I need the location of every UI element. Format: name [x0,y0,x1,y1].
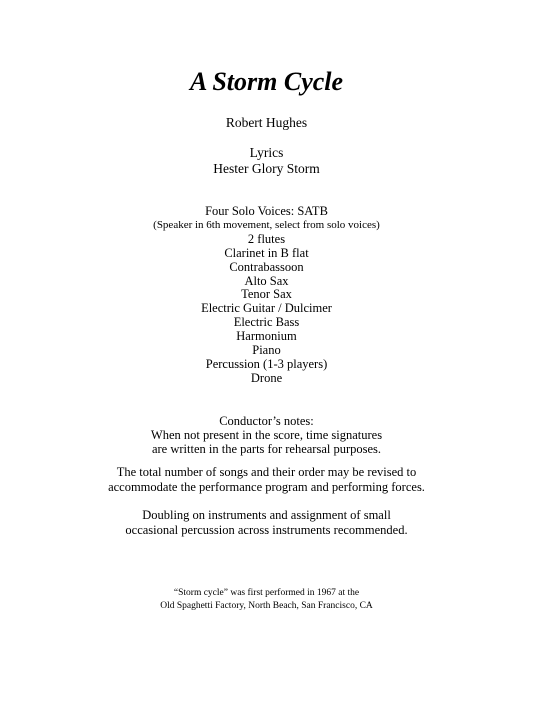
note-line: The total number of songs and their order may be revised to [116,465,417,479]
instrument-line: (Speaker in 6th movement, select from solo voices) [153,218,380,231]
instrument-line: Electric Bass [233,315,300,330]
instrument-line: Tenor Sax [241,287,292,302]
instrument-line: Percussion (1-3 players) [205,356,328,371]
footnote-line: Old Spaghetti Factory, North Beach, San Francisco, CA [160,601,373,611]
instrument-line: Four Solo Voices: SATB [205,204,328,218]
instrumentation-list [0,205,533,386]
lyrics-credit [0,145,533,177]
instrument-line: Electric Guitar / Dulcimer [201,301,332,316]
conductor-notes-line: are written in the parts for rehearsal purposes. [151,442,382,456]
instrument-line: Harmonium [236,329,297,344]
conductor-notes-heading: Conductor’s notes: [219,414,314,428]
page-title: A Storm Cycle [189,67,344,96]
conductor-notes [0,414,533,456]
note-line: Doubling on instruments and assignment of small [142,508,391,522]
instrument-line: Drone [250,370,283,385]
premiere-footnote [0,587,533,613]
doubling-note [0,508,533,537]
instrument-line: Clarinet in B flat [224,245,309,260]
instrument-line: Contrabassoon [229,259,304,274]
conductor-notes-line: When not present in the score, time signatures [150,428,383,442]
lyrics-label: Lyrics [249,145,284,160]
performance-order-note [0,465,533,494]
note-line: occasional percussion across instruments recommended. [125,522,408,537]
lyricist-name: Hester Glory Storm [213,161,320,176]
note-line: accommodate the performance program and performing forces. [108,479,425,494]
instrument-line: 2 flutes [247,231,286,246]
instrument-line: Piano [252,343,281,358]
footnote-line: “Storm cycle” was first performed in 1967 at the [173,588,360,598]
composer-name: Robert Hughes [225,115,308,130]
instrument-line: Alto Sax [244,273,289,288]
